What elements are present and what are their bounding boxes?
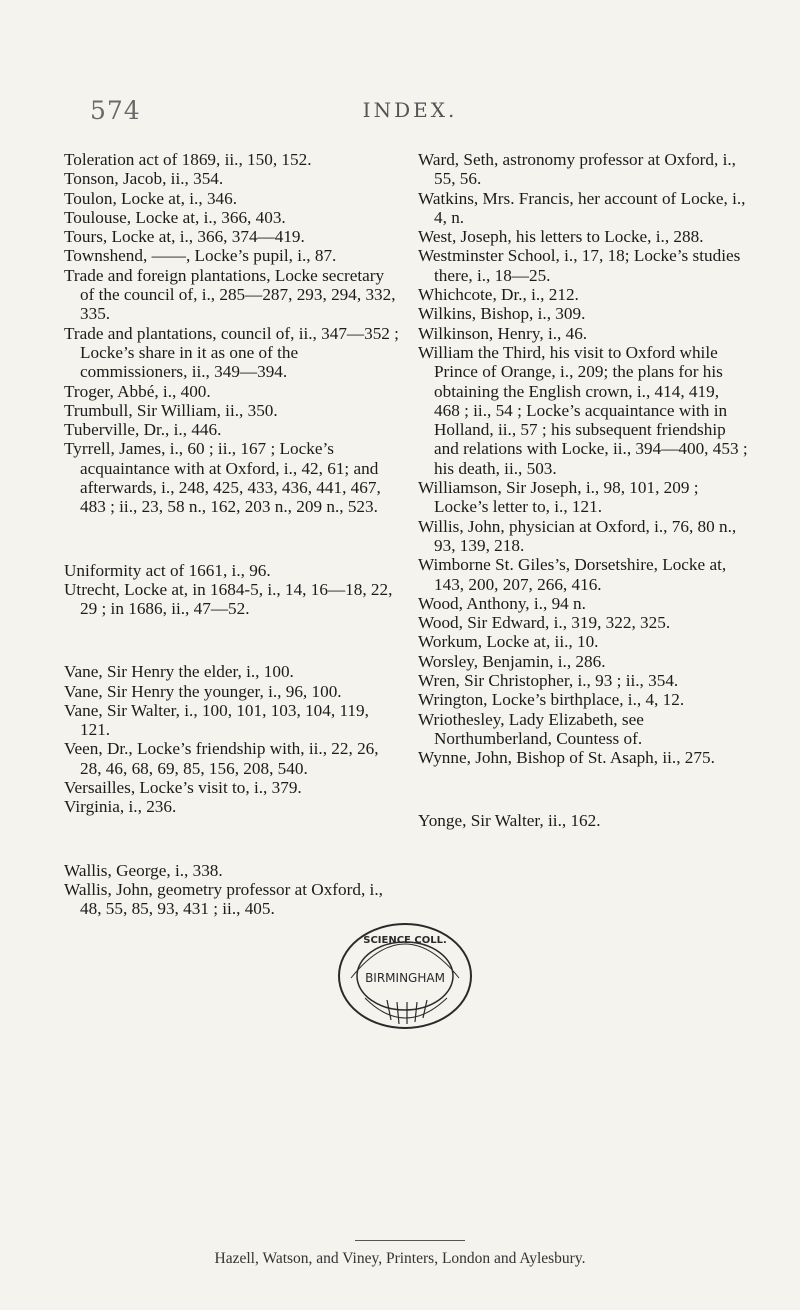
index-entry: William the Third, his visit to Oxford while Prince of Orange, i., 209; the plans for his obtaining the English crown, i., 414, 419, 468 ; ii., 54 ; Locke’s acquaintance with in Holland, ii., 57 ; his subsequent friendship and relations with Locke, ii., 394—400, 453 ; his death, ii., 503. [418, 342, 748, 478]
index-entry: Wren, Sir Christopher, i., 93 ; ii., 354. [418, 671, 679, 691]
section-gap [64, 534, 399, 544]
printer-imprint: Hazell, Watson, and Viney, Printers, London and Aylesbury. [214, 1250, 586, 1267]
index-entry: Wilkins, Bishop, i., 309. [418, 304, 586, 324]
index-entry: Vane, Sir Walter, i., 100, 101, 103, 104, 119, 121. [64, 700, 369, 740]
index-entry: Versailles, Locke’s visit to, i., 379. [64, 778, 302, 798]
index-entry: Townshend, ——, Locke’s pupil, i., 87. [64, 246, 337, 266]
index-entry: Wriothesley, Lady Elizabeth, see Northumberland, Countess of. [418, 709, 644, 748]
index-entry: Veen, Dr., Locke’s friendship with, ii., 22, 26, 28, 46, 68, 69, 85, 156, 208, 540. [64, 739, 379, 778]
index-entry: Watkins, Mrs. Francis, her account of Locke, i., 4, n. [418, 188, 746, 227]
index-entry: Uniformity act of 1661, i., 96. [64, 560, 271, 580]
index-entry: Utrecht, Locke at, in 1684-5, i., 14, 16—18, 22, 29 ; in 1686, ii., 47—52. [64, 579, 393, 619]
index-entry: Tonson, Jacob, ii., 354. [64, 169, 224, 189]
index-entry: Westminster School, i., 17, 18; Locke’s studies there, i., 18—25. [418, 246, 741, 285]
index-entry: Virginia, i., 236. [64, 797, 177, 817]
index-entry: Vane, Sir Henry the younger, i., 96, 100. [64, 681, 342, 701]
index-column-left [64, 150, 399, 918]
footer-rule [355, 1240, 465, 1241]
page-number: 574 [90, 96, 141, 125]
index-entry: Wood, Sir Edward, i., 319, 322, 325. [418, 613, 671, 633]
index-entry: Worsley, Benjamin, i., 286. [418, 651, 606, 671]
index-entry: Wimborne St. Giles’s, Dorsetshire, Locke at, 143, 200, 207, 266, 416. [418, 555, 727, 594]
index-entry: Yonge, Sir Walter, ii., 162. [418, 811, 601, 831]
index-entry: Wrington, Locke’s birthplace, i., 4, 12. [418, 690, 685, 710]
index-entry: Tuberville, Dr., i., 446. [64, 420, 222, 440]
index-entry: Wood, Anthony, i., 94 n. [418, 593, 586, 613]
index-entry: Tyrrell, James, i., 60 ; ii., 167 ; Locke’s acquaintance with at Oxford, i., 42, 61; and afterwards, i., 248, 425, 433, 436, 441, 467, 483 ; ii., 23, 58 n., 162, 203 n., 209 n., 523. [64, 439, 381, 517]
section-gap [418, 785, 748, 795]
index-entry: Toulouse, Locke at, i., 366, 403. [64, 207, 286, 227]
index-entry: Whichcote, Dr., i., 212. [418, 285, 579, 305]
index-entry: Trumbull, Sir William, ii., 350. [64, 400, 278, 420]
index-entry: Williamson, Sir Joseph, i., 98, 101, 209 ; Locke’s letter to, i., 121. [418, 478, 699, 517]
library-stamp [335, 918, 475, 1038]
index-entry: West, Joseph, his letters to Locke, i., 288. [418, 227, 704, 247]
index-entry: Wallis, John, geometry professor at Oxford, i., 48, 55, 85, 93, 431 ; ii., 405. [64, 879, 383, 919]
section-gap [64, 834, 399, 844]
index-entry: Toleration act of 1869, ii., 150, 152. [64, 150, 312, 169]
index-entry: Willis, John, physician at Oxford, i., 76, 80 n., 93, 139, 218. [418, 516, 737, 555]
index-entry: Trade and foreign plantations, Locke secretary of the council of, i., 285—287, 293, 294, 332, 335. [64, 265, 396, 324]
index-entry: Wynne, John, Bishop of St. Asaph, ii., 275. [418, 748, 715, 768]
index-entry: Trade and plantations, council of, ii., 347—352 ; Locke’s share in it as one of the commissioners, ii., 349—394. [64, 323, 399, 382]
svg-text:BIRMINGHAM: BIRMINGHAM [365, 971, 445, 985]
index-entry: Ward, Seth, astronomy professor at Oxford, i., 55, 56. [418, 150, 736, 189]
index-entry: Tours, Locke at, i., 366, 374—419. [64, 227, 305, 247]
page-header [90, 96, 730, 130]
section-gap [64, 636, 399, 646]
index-entry: Vane, Sir Henry the elder, i., 100. [64, 662, 294, 682]
index-entry: Wilkinson, Henry, i., 46. [418, 323, 588, 343]
index-entry: Wallis, George, i., 338. [64, 860, 223, 880]
index-entry: Toulon, Locke at, i., 346. [64, 188, 238, 208]
index-entry: Workum, Locke at, ii., 10. [418, 632, 599, 652]
svg-text:SCIENCE COLL.: SCIENCE COLL. [363, 935, 447, 946]
page-title: INDEX. [362, 98, 458, 122]
index-column-right [418, 150, 748, 831]
index-entry: Troger, Abbé, i., 400. [64, 381, 211, 401]
